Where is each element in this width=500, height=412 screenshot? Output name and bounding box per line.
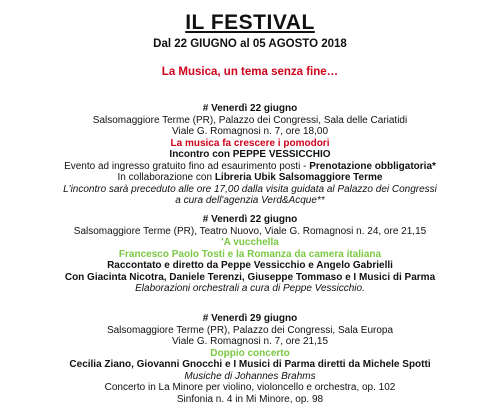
event-1-venue: Salsomaggiore Terme (PR), Palazzo dei Congressi, Sala delle Cariatidi xyxy=(92,114,408,126)
event-3-address: Viale G. Romagnosi n. 7, ore 21,15 xyxy=(171,336,329,347)
page-title: IL FESTIVAL xyxy=(185,11,315,34)
event-1-title: La musica fa crescere i pomodori xyxy=(170,137,330,149)
event-2 xyxy=(0,214,500,295)
event-3-piece-1: Concerto in La Minore per violino, violoncello e orchestra, op. 102 xyxy=(104,382,396,393)
event-1-collaboration xyxy=(0,172,500,184)
event-2-credit-1: Raccontato e diretto da Peppe Vessicchio e Angelo Gabrielli xyxy=(107,260,393,271)
event-3-date: # Venerdì 29 giugno xyxy=(202,313,298,324)
event-2-credit-2: Con Giacinta Nicotra, Daniele Terenzi, Giuseppe Tommaso e I Musici di Parma xyxy=(64,271,436,283)
event-1-entry xyxy=(0,161,500,173)
festival-dates: Dal 22 GIUGNO al 05 AGOSTO 2018 xyxy=(153,38,347,50)
event-2-subtitle: Francesco Paolo Tosti e la Romanza da camera italiana xyxy=(118,248,382,260)
event-1-address: Viale G. Romagnosi n. 7, ore 18,00 xyxy=(171,126,329,137)
event-1-date: # Venerdì 22 giugno xyxy=(202,103,298,114)
event-1-collab-partner: Libreria Ubik Salsomaggiore Terme xyxy=(214,172,383,183)
event-3-venue: Salsomaggiore Terme (PR), Palazzo dei Congressi, Sala Europa xyxy=(106,324,394,336)
event-2-date: # Venerdì 22 giugno xyxy=(202,214,298,225)
event-2-venue: Salsomaggiore Terme (PR), Teatro Nuovo, Viale G. Romagnosi n. 24, ore 21,15 xyxy=(73,225,427,237)
festival-subtitle: La Musica, un tema senza fine… xyxy=(161,66,339,78)
event-3 xyxy=(0,313,500,405)
event-1-note-2: a cura dell'agenzia Verd&Acque** xyxy=(175,195,325,206)
event-3-piece-2: Sinfonia n. 4 in Mi Minore, op. 98 xyxy=(176,393,324,405)
event-1-guest: Incontro con PEPPE VESSICCHIO xyxy=(169,149,331,160)
event-3-performers: Cecilia Ziano, Giovanni Gnocchi e I Musici di Parma diretti da Michele Spotti xyxy=(69,359,431,370)
event-1-entry-text: Evento ad ingresso gratuito fino ad esaurimento posti - xyxy=(64,160,310,172)
event-1-collab-text: In collaborazione con xyxy=(117,172,215,183)
event-3-program-note: Musiche di Johannes Brahms xyxy=(184,370,316,382)
event-1 xyxy=(0,103,500,207)
event-3-title: Doppio concerto xyxy=(210,347,290,359)
event-1-note-1: L'incontro sarà preceduto alle ore 17,00 dalla visita guidata al Palazzo dei Congressi xyxy=(63,183,437,195)
event-2-title: 'A vucchella xyxy=(221,237,279,248)
event-2-note: Elaborazioni orchestrali a cura di Peppe Vessicchio. xyxy=(135,283,365,294)
event-1-booking-required: Prenotazione obbligatoria* xyxy=(309,160,436,172)
